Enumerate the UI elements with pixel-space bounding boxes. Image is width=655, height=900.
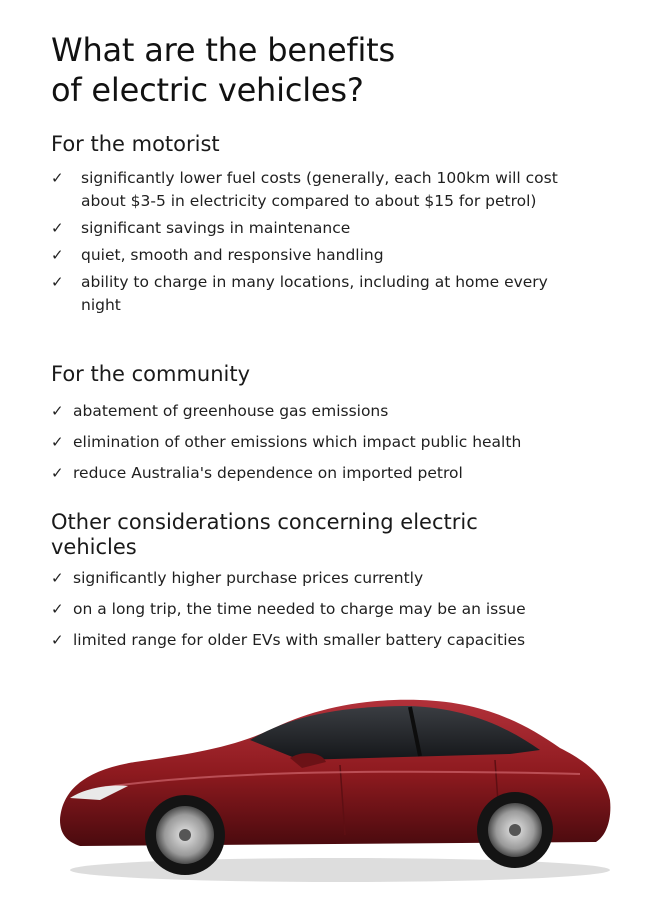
list-item [51,217,571,240]
section-heading-considerations: Other considerations concerning electric vehicles [51,510,478,559]
front-wheel [145,795,225,875]
list-item [51,462,591,485]
list-item-text: on a long trip, the time needed to charge may be an issue [73,600,526,618]
list-item-text: quiet, smooth and responsive handling [81,246,384,264]
list-item-text: ability to charge in many locations, including at home every night [81,273,548,314]
section-heading-community: For the community [51,362,251,386]
rear-wheel [477,792,553,868]
list-item [51,431,591,454]
motorist-benefits-list [51,167,571,321]
section-heading-motorist: For the motorist [51,132,220,156]
list-item-text: significantly higher purchase prices currently [73,569,424,587]
title-line-2: of electric vehicles? [51,71,364,109]
list-item [51,400,591,423]
page-title [51,30,395,110]
list-item-text: abatement of greenhouse gas emissions [73,402,389,420]
check-icon: ✓ [51,464,64,482]
list-item [51,244,571,267]
list-item-text: reduce Australia's dependence on imported petrol [73,464,463,482]
list-item [51,167,571,213]
considerations-list [51,567,591,660]
check-icon: ✓ [51,600,64,618]
list-item [51,598,591,621]
community-benefits-list [51,400,591,493]
check-icon: ✓ [51,246,64,264]
list-item [51,271,571,317]
list-item-text: significantly lower fuel costs (generally, each 100km will cost about $3-5 in electricity compared to about $15 for petrol) [81,169,558,210]
electric-car-image [40,670,620,890]
check-icon: ✓ [51,219,64,237]
list-item-text: significant savings in maintenance [81,219,351,237]
check-icon: ✓ [51,433,64,451]
check-icon: ✓ [51,631,64,649]
check-icon: ✓ [51,402,64,420]
title-line-1: What are the benefits [51,31,396,69]
check-icon: ✓ [51,273,64,291]
list-item [51,629,591,652]
check-icon: ✓ [51,569,64,587]
list-item [51,567,591,590]
list-item-text: limited range for older EVs with smaller battery capacities [73,631,526,649]
check-icon: ✓ [51,169,64,187]
list-item-text: elimination of other emissions which impact public health [73,433,522,451]
